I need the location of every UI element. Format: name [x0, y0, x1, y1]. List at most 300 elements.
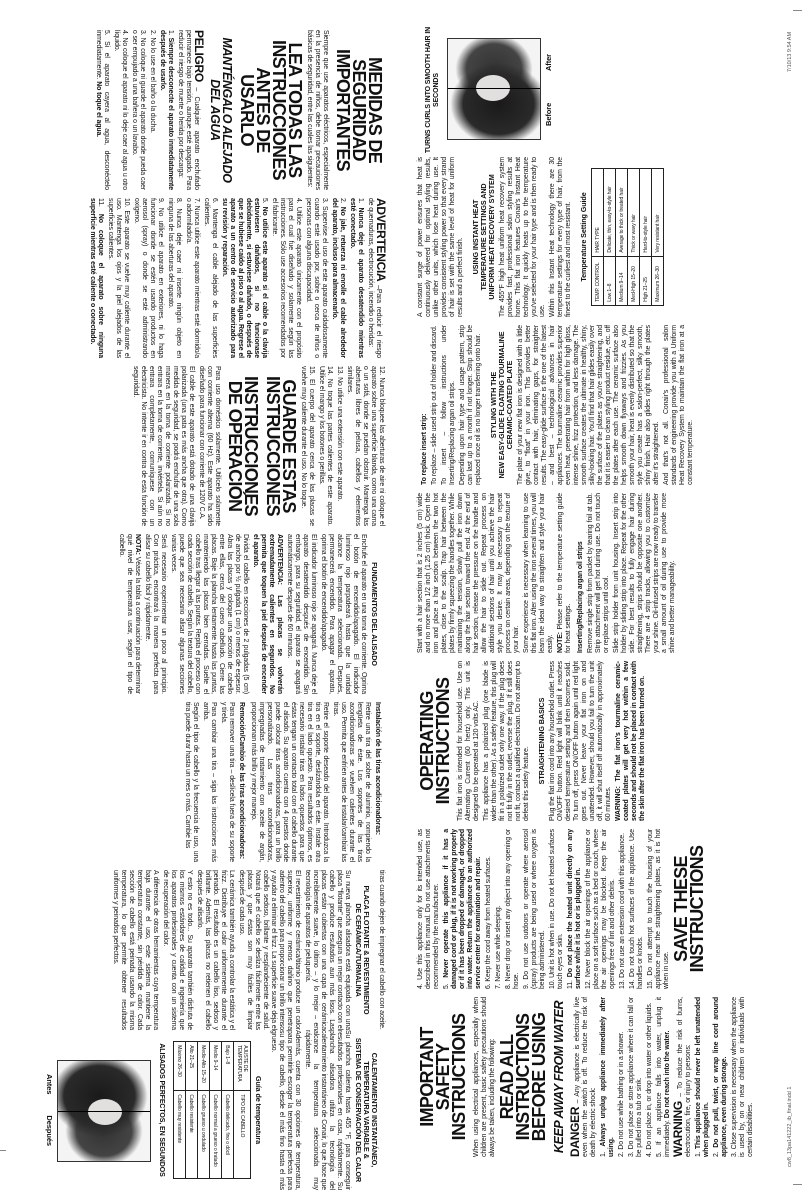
heading — [354, 870, 370, 1030]
straightening-column — [417, 493, 679, 653]
temperature-guide-table — [173, 1041, 251, 1179]
paragraph — [94, 30, 110, 190]
text-strong: ADVERTENCIA: Las placas se volverán extremadamente calientes en segundos. No permita que toquen la piel después de encender el aparato. — [252, 534, 283, 694]
photo-divider — [58, 1111, 150, 1112]
placa-column — [109, 870, 385, 1030]
paragraph — [600, 997, 616, 1157]
heading — [254, 1030, 262, 1190]
text-text: 8. Nunca deje caer ni inserte ningún objeto en ninguna de las aberturas del aparato. — [167, 198, 182, 358]
table-cell: Medio-Alto 15–20 — [198, 1042, 210, 1091]
before-after-photo — [57, 1060, 151, 1162]
paragraph — [305, 30, 329, 190]
paragraph — [523, 493, 555, 653]
paragraph — [237, 870, 301, 1030]
paragraph — [713, 997, 729, 1157]
text-text: 2. — [713, 1147, 720, 1157]
paragraph — [285, 534, 317, 694]
text-text: Guía de temperatura — [254, 1076, 263, 1144]
heading — [421, 325, 429, 485]
text-text: A diferencia de otras herramientas cuya temperatura baja durante el uso, este sistema mantiene la temperatura constante, sin pérdida de calor. Cada sección de cabello está peinada usando la misma temperatura, lo que permite obtener resultados uniformes y peinados perfectos. — [112, 870, 159, 1030]
paragraph — [201, 702, 217, 862]
text-lead: DANGER — [568, 1106, 582, 1157]
text-text: SAVE THESE INSTRUCTIONS — [671, 845, 707, 973]
paragraph — [220, 198, 268, 358]
date-stamp: 7/10/13 9:54 AM — [787, 31, 793, 72]
text-text: 5. — [443, 977, 450, 989]
paragraph — [585, 829, 617, 989]
paragraph — [270, 198, 302, 358]
text-lead: ADVERTENCIA — [374, 198, 388, 282]
text-text: 4. No coloque el aparato ni lo deje caer al agua u otro líquido. — [113, 30, 128, 190]
table-header-row — [234, 1042, 251, 1179]
text-text: CALENTAMIENTO INSTANTÁNEO, TEMPERATURA VARIABLE & SISTEMA DE CONSERVACIÓN DEL CALOR — [354, 1037, 379, 1183]
text-text: 15. El cuerpo del aparato cerca de las placas se vuelve muy caliente durante el uso. No lo toque. — [300, 366, 315, 526]
paragraph — [132, 198, 164, 358]
text-text: La cerámica también ayuda a controlar la estática y el frizz. Distribuye el calor uniformemente durante el peinado. El resultado es un cabello liso, sedoso y brillante. Además, las placas no retienen el cabello después de alisarlo. — [196, 870, 235, 1030]
text-text: PLACA FLOTANTE & REVESTIMIENTO DE CERÁMICA/TURMALINA — [354, 885, 371, 1015]
text-text: Some experience is necessary when learning to use this flat iron. After using the iron several times, you will learn the ideal way to straighten and style your hair easily. — [523, 493, 554, 653]
table-cell: Medium 9–14 — [616, 256, 628, 305]
table-row — [640, 169, 652, 306]
table-header-cell: AJUSTE DE TEMPERATURA — [234, 1042, 251, 1091]
crop-mark — [793, 10, 802, 11]
text-strong: Always unplug appliance immediately after using. — [600, 997, 615, 1157]
table-row — [186, 1042, 198, 1179]
table-row — [222, 1042, 234, 1179]
text-text: 5. If an appliance falls into water, unplug it immediately. — [656, 997, 671, 1157]
paragraph — [106, 198, 130, 358]
text-text: 3. Supervise el uso de este aparato cuidadosamente cuando esté usado por, sobre o cerca de niños o personas con alguna discapacidad. — [305, 198, 328, 358]
text-text: – Any appliance is electrically live even when the switch is off. To reduce the risk of death by electric shock: — [574, 997, 597, 1157]
text-text: 7. Never use while sleeping. — [495, 905, 502, 989]
heat-settings-column — [417, 157, 668, 317]
text-text: Y esto no es todo... Su aparato también disfruta de los mismos estándares de calidad e ingeniería que los aparatos profesionales y cuenta con un sistema de recuperación del calor. — [162, 870, 193, 1030]
text-text: 3. Do not place or store appliance where it can fall or be pulled into a tub or sink. — [628, 997, 643, 1157]
text-text: To replace insert strip: — [421, 413, 428, 485]
text-strong: No jale, retuerza ni enrolle el cable alrededor del aparato, incluso para almacenarlo. — [331, 198, 346, 358]
text-text: 7. Nunca utilice este aparato mientras esté dormido/a o adormilado/a. — [185, 198, 200, 358]
text-text: 3. No coloque ni guarde el aparato donde pueda caer o ser empujado a una bañera o un lavabo. — [131, 30, 146, 190]
text-text: 12. Nunca bloquee las aberturas de aire ni coloque el aparato sobre una superficie blanda, como una cama o un sofá, donde se puedan obstruir. Mantenga las aberturas libres de pelusa, cabellos y elementos similares. — [346, 366, 385, 526]
paragraph — [557, 493, 573, 653]
text-text: –Para reducir el riesgo de quemaduras, electrocución, incendio o heridas: — [367, 198, 382, 358]
paragraph — [457, 661, 481, 821]
text-strong: No toque el agua. — [95, 81, 102, 137]
table-cell: Máximo 26–30 — [174, 1042, 186, 1091]
paragraph — [176, 30, 206, 190]
heading — [373, 702, 381, 862]
table-row — [616, 169, 628, 306]
table-cell: Med-High 15–20 — [628, 256, 640, 305]
safety-column — [417, 997, 757, 1157]
paragraph — [549, 829, 565, 989]
before-label: Before — [544, 102, 553, 126]
table-cell: Low 1–8 — [604, 256, 616, 305]
heading — [239, 30, 303, 190]
styling-column — [417, 325, 697, 485]
paragraph — [330, 198, 346, 358]
paragraph — [143, 534, 167, 694]
heading — [335, 30, 383, 190]
text-text: FUNDAMENTOS DEL ALISADO — [370, 562, 379, 666]
text-tail: Please refer to the temperature setting guide for heat settings. — [557, 493, 572, 653]
heading — [370, 534, 378, 694]
paragraph — [417, 829, 441, 989]
text-strong: Never operate this appliance if it has a damaged cord or plug, if it is not working properly or if it has been dropped or damaged, or dropped into water. Return the appliance to an authorized service center for examination and repair. — [443, 829, 482, 989]
text-text: 4. Utilice este aparato únicamente con el propósito para el cual fue diseñado y solamente según las instrucciones. Sólo use accesorios recomendados por el fabricante. — [271, 198, 302, 358]
paragraph — [619, 829, 627, 989]
paragraph — [148, 30, 156, 190]
text-text: ALISADOS PERFECTOS, EN SEGUNDOS — [158, 1043, 165, 1177]
paragraph — [335, 366, 343, 526]
table-cell: Cabello delicado, fino o dócil — [222, 1091, 234, 1178]
english-page — [401, 0, 802, 1197]
text-text: GUARDE ESTAS INSTRUCCIONES — [263, 376, 299, 516]
face-shape — [88, 1099, 122, 1125]
crop-mark — [793, 1184, 802, 1185]
text-text: STYLING WITH THE NEW EASY-GLIDE FLOATING TOURMALINE CERAMIC-COATED PLATE — [489, 331, 514, 479]
paragraph — [131, 366, 195, 526]
text-text: 1. — [695, 1149, 702, 1157]
text-text: Start with a hair section that is 2 inches (5 cm) wide and no more than 1/2 inch (1.25 cm) thick. Open the iron and place a hair section between the two hot plates, close to the scalp. Trap hair between the plates by firmly squeezing the handles together. While maintaining the tension, slowly pull the iron down along the hair section toward the end. At the end of hair section, release the pressure on the handle and allow the hair to slide out. Repeat process on additional sections of hair until you achieve the hair style you desire. It may be necessary to repeat process on certain areas, depending on the texture of your hair. — [417, 493, 520, 653]
operating-column — [417, 661, 649, 821]
text-text: 11. — [567, 977, 574, 989]
paragraph — [304, 198, 328, 358]
table-row — [174, 1042, 186, 1179]
paragraph — [459, 325, 483, 485]
text-text: Para remover una tira – deslícela fuera de su soporte y tírela. — [220, 702, 235, 862]
paragraph — [269, 1030, 301, 1190]
paragraph — [549, 661, 613, 821]
text-text: Slide strip holder from unit housing. Insert strip into holder by sliding strip into place. Repeat for the other side. For best results to fully engage hair during straightening, strips should be opposite one another. There are 4 strip tracks, allowing you to customize your shine. Oil-infused strips are now ready to transfer a small amount of oil during use to provide more shine and better manageability. — [613, 493, 676, 653]
heading — [472, 157, 496, 317]
text-text: READ ALL INSTRUCTIONS BEFORE USING — [497, 1012, 549, 1142]
paragraph — [249, 702, 329, 862]
text-lead: WARNING — [671, 1101, 685, 1157]
paragraph — [348, 198, 364, 358]
text-text: This appliance has a polarized plug (one blade is wider than the other). As a safety feature, this plug will fit in a polarized outlet only one way. If the plug does not fit fully in the outlet, reverse the plug. If it still does not fit, contact a qualified electrician. Do not attempt to defeat this safety feature. — [483, 661, 530, 821]
advertencia-column — [86, 198, 388, 358]
text-text: 2. — [339, 198, 346, 207]
before-after-figure — [447, 40, 553, 140]
heading — [227, 366, 259, 526]
text-text: The plate of your new flat iron is designed with a little give, to "float" in your iron. This provides better contact with hair, eliminating gaps, for straighter results. The easy-glide surface is the one of the latest – and best – technological advances in hair appliances. The tourmaline ceramic provides superior even heat, penetrating hair from within for high gloss, intense shine, frizz protection, and less damage. The smooth surface creates the ultimate in healthy, shiny, silky-looking hair. You'll find that hair glides easily over the surface of the plates as you're straightening, and that it is easier to clean styling product residue, etc. off the plates after each use. The ceramic surface also helps smooth down flyaways and frizzies. As you smooth your hair, heat is evenly distributed so that the style you create has a salon-perfect, silky smooth, shiny finish. Hair also glides right through the plates after it's straightened. — [517, 325, 660, 485]
heading — [354, 1030, 378, 1190]
table-cell: Cabello normal a grueso o tratado — [210, 1091, 222, 1178]
table-header-cell: HAIR TYPE — [592, 169, 604, 256]
table-row — [628, 169, 640, 306]
paragraph — [443, 829, 483, 989]
paragraph — [731, 997, 755, 1157]
table-cell: Hard-to-style hair — [640, 169, 652, 256]
text-text: Temperature Setting Guide — [579, 192, 588, 282]
text-text: Para cambiar una tira – siga las instrucciones más arriba. — [202, 702, 217, 862]
paragraph — [671, 997, 693, 1157]
text-text: 12. Never block the air openings of the appliance or place on a soft surface such as a bed or couch, where the air openings may be blocked. Keep the air openings free of lint and other debris. — [585, 829, 616, 989]
heading — [425, 25, 441, 155]
paragraph — [567, 829, 583, 989]
text-text: 6. Keep the cord away from heated surfaces. — [485, 856, 492, 989]
text-strong: Do not reach into the water. — [664, 1030, 671, 1119]
text-text: USING INSTANT HEAT TEMPERATURE SETTINGS AND UNIFORM HEAT RECOVERY SYSTEM — [471, 174, 496, 300]
text-text: IMPORTANT SAFETY INSTRUCTIONS — [417, 1013, 469, 1141]
text-text: KEEP AWAY FROM WATER — [552, 1000, 566, 1154]
text-text: Será necesario experimentar un poco al principio. Con práctica, encontrará la manera perfecta para alisar su cabello fácil y rápidamente. — [144, 534, 167, 694]
paragraph — [441, 325, 457, 485]
fundamentos-column — [115, 534, 385, 694]
text-text: El cable de este aparato está dotado de una clavija polarizada (una pata es más ancha que otra). Como medida de seguridad, se podrá enchufar de una sola manera en la toma de corriente polarizada. Si no entrara en la toma de corriente, inviértela. Si aún no entrara completamente, comuníquese con un electricista. No intente ir en contra de esta función de seguridad. — [132, 366, 195, 526]
paragraph — [169, 534, 249, 694]
text-text: 13. No utilice una extensión con este aparato. — [336, 366, 343, 502]
paragraph — [615, 661, 647, 821]
paragraph — [646, 997, 654, 1157]
heading — [580, 157, 588, 317]
paragraph — [431, 325, 439, 485]
text-text: 14. No toque las partes calientes de este aparato. Utilice el mango y los botones o perillas. — [318, 366, 333, 526]
safety-column-continued — [417, 829, 711, 989]
medidas-column — [92, 30, 385, 190]
text-text: El revestimiento de cerámica/titanio produce un calor superior, uniforme y menos dañino que penetra adentro del cabello para proporcionar un brillo intenso y ayudar a eliminar el frizz. La superficie suave deja el cabello sedoso, brillante y resplandeciente de salud. Notará que el cabello se desliza fácilmente entre las placas y que éstas son muy fáciles de limpiar después de cada uso. — [238, 870, 301, 1030]
text-text: 5. — [261, 198, 268, 207]
after-label: After — [544, 54, 553, 72]
text-text: 2. No lo use en el baño o la ducha. — [149, 30, 156, 133]
paragraph — [647, 829, 671, 989]
paragraph — [656, 997, 672, 1157]
table-header-row — [592, 169, 604, 306]
text-text: Within this Instant Heat technology there are 30 temperature settings for every type of hair, from the finest to the curliest and most resistant. — [549, 157, 572, 317]
text-text: 4. Use this appliance only for its intended use, as described in this manual. Do not use attachments not recommended by the manufacturer. — [417, 829, 440, 989]
text-strong: No utilice este aparato si el cable o la clavija estuviesen dañados, si no funcionase debidamente, si estuviese dañado, o después de que se hubiese caído al piso o al agua. Regrese el aparato a un centro de servicio autorizado para su revisión y reparación. — [221, 198, 268, 358]
paragraph — [331, 702, 371, 862]
paragraph — [549, 157, 573, 317]
paragraph — [483, 661, 531, 821]
table-row — [652, 169, 664, 306]
text-text: 14. Do not touch hot surfaces of the appliance. Use handles or knobs. — [629, 829, 644, 989]
paragraph — [197, 366, 221, 526]
text-strong: No coloque el aparato sobre ninguna superficie mientras esté caliente o conectado. — [89, 198, 104, 358]
text-text: 10. Este aparato se vuelve muy caliente durante el uso. Mantenga los ojos y la piel alejados de las superficies calientes. — [107, 198, 130, 358]
heading — [419, 661, 451, 821]
text-text: – To reduce the risk of burns, electrocution, fire, or injury to persons: — [677, 997, 692, 1157]
paragraph — [202, 198, 218, 358]
paragraph — [88, 198, 104, 358]
paragraph — [587, 493, 611, 653]
operacion-column — [129, 366, 385, 526]
table-cell: Average to thick or treated hair — [616, 169, 628, 256]
paragraph — [195, 870, 235, 1030]
text-text: 9. Do not use outdoors or operate where aerosol (spray) products are being used or where oxygen is being administered. — [523, 829, 546, 989]
text-text: Instalación de las tiras acondicionadoras: — [374, 702, 381, 835]
table-cell: Cabello grueso u ondulado — [198, 1091, 210, 1178]
heading — [553, 997, 565, 1157]
before-after-photo — [447, 38, 541, 140]
text-text: 1. — [357, 198, 364, 208]
text-text: INSTRUCCIONES DE OPERACIÓN — [225, 376, 261, 516]
paragraph — [523, 829, 547, 989]
text-text: MANTÉNGALO ALEJADO DEL AGUA — [208, 37, 234, 183]
text-text: 3. Close supervision is necessary when the appliance is used by, on or near children or individuals with certain disabilities. — [731, 997, 754, 1157]
table-header-cell: TEMP. CONTROL — [592, 256, 604, 305]
table-cell: Thick or wavy hair — [628, 169, 640, 256]
text-text: 8. Never drop or insert any object into any opening or hose. — [505, 829, 520, 989]
paragraph — [618, 997, 626, 1157]
table-row — [604, 169, 616, 306]
text-text: And that's not all. Conair's professional salon standards of engineering provide you with a Uniform Heat Recovery System to maintain the flat iron at a constant temperature. — [663, 325, 694, 485]
text-text: 15. Do not attempt to touch the housing of your appliance near the straightening plates, as it is hot when in use. — [647, 829, 670, 989]
text-text: Remove single strip from packet by tearing foil at tab. Strip attachment will get hot during use. Do not touch or replace strips until cool. — [587, 493, 610, 653]
paragraph — [663, 325, 695, 485]
text-text: 4. Do not place in, or drop into water or other liquids. — [646, 1002, 653, 1157]
table-cell: High 21–25 — [640, 256, 652, 305]
after-label: Después — [45, 1115, 54, 1146]
text-text: 13. Do not use an extension cord with this appliance. — [619, 833, 626, 989]
text-lead: PELIGRO — [192, 30, 206, 82]
text-text: Según el tipo de cabello y la frecuencia de uso, una tira puede durar hasta un mes o más. Cambie las — [184, 702, 199, 862]
table-cell: Alto 21–25 — [186, 1042, 198, 1091]
english-half — [401, 0, 802, 1197]
paragraph — [117, 534, 141, 694]
before-label: Antes — [45, 1074, 54, 1095]
paragraph — [112, 30, 128, 190]
temperature-guide-table — [591, 168, 664, 306]
text-strong: WARNING: The flat iron's tourmaline ceramic-coated plates will get very hot within a few seconds and should not be placed in contact with the skin after the flat iron has been turned on. — [615, 661, 646, 821]
table-cell: Cabello muy resistente — [174, 1091, 186, 1178]
text-strong: NOTA: — [134, 534, 141, 555]
text-text: STRAIGHTENING BASICS — [537, 697, 546, 785]
text-text: OPERATING INSTRUCTIONS — [417, 677, 453, 805]
paragraph — [166, 198, 182, 358]
paragraph — [485, 829, 493, 989]
text-text: Divida el cabello en secciones de 2 pulgadas (5 cm) de ancho por ½ pulgada (1 cm) o menos de espesor. Abra las placas y coloque una sección de cabello entre ellas, cerca del cuero cabelludo. Cierre las placas. Baje la plancha lentamente hasta las puntas, manteniendo las placas bien cerradas. Suelte el cabello tras llegar a las puntas. Repita el proceso con cada sección de cabello. Según la textura del cabello, puede que sea necesario alisar algunas secciones varias veces. — [170, 534, 249, 694]
text-text: When using electrical appliances, especially when children are present, basic safety precautions should always be taken, including the following: — [473, 997, 496, 1157]
paragraph — [299, 366, 315, 526]
text-text: A constant surge of power ensures that heat is continuously delivered for optimal styling results, unlike other units, which lose heat during use. It provides consistent styling power so that every strand of hair is set with the same level of heat for uniform results and a perfect finish. — [417, 157, 464, 317]
crop-mark — [0, 1150, 6, 1151]
text-text: Remoción/Cambio de las tiras acondicionadoras: — [238, 702, 245, 859]
text-tail: Véase la tabla a continuación para determinar qué nivel de temperatura usar, según el tipo de cabello. — [118, 534, 141, 694]
paragraph — [184, 198, 200, 358]
text-text: 5. Si el aparato cayera al agua, desconéctelo inmediatamente. — [95, 30, 110, 190]
text-text: tiras cuando dejen de impregnar el cabello con aceite. — [378, 870, 385, 1030]
text-text: Retire una tira del sobre de aluminio, rompiendo la lengüeta de éste. Los soportes de las tiras acondicionadoras se vuelven calientes durante el uso. Permita que enfríen antes de instalar/cambiar las tiras. — [332, 702, 371, 862]
heading — [265, 366, 297, 526]
paragraph — [499, 157, 547, 317]
table-row — [198, 1042, 210, 1179]
paragraph — [473, 997, 497, 1157]
text-text: 6. Mantenga el cable alejado de las superficies calientes. — [203, 198, 218, 358]
paragraph — [417, 157, 465, 317]
paragraph — [317, 366, 333, 526]
text-text: To replace – slide used strip out of holder and discard. — [431, 325, 438, 485]
table-cell: Cabello resistente — [186, 1091, 198, 1178]
text-text: Además, cuenta con 30 opciones de temperatura, para permitirle escoger la temperatura perfecta para su tipo de cabello, desde el más fino hasta el más grueso. — [270, 1030, 301, 1190]
paragraph — [183, 702, 199, 862]
heading — [237, 702, 245, 862]
heading — [419, 997, 467, 1157]
text-strong: NOTE: — [557, 632, 564, 653]
text-strong: Do not place the heated unit directly on any surface while it is hot or is plugged in. — [567, 829, 582, 989]
tiras-column — [181, 702, 385, 862]
paragraph — [377, 870, 385, 1030]
before-after-column — [417, 25, 555, 155]
text-text: Depending upon hair type and usage pattern, strip can last up to a month if not longer. Strip should be replaced once oil is no longer transferring onto hair. — [459, 325, 482, 485]
text-text: 9. No utilice el aparato en exteriores, ni lo haga funcionar donde se estén usando productos en aerosol (spray) o donde se esté administrando oxígeno. — [133, 198, 164, 358]
text-text: Para uso doméstico solamente. Utilícelo solamente con corriente alterna (60 Hz). Este aparato ha sido diseñado para funcionar con corriente de 120V C.A. — [198, 366, 221, 526]
text-text: 1. — [600, 1146, 607, 1157]
text-text: TURNS CURLS INTO SMOOTH HAIR IN SECONDS — [425, 26, 440, 154]
file-footer: cw8_13pa141222_ib_final.indd 1 — [787, 1086, 793, 1167]
text-text: The 455°F high heat uniform heat recovery system provides fast, professional salon styling results at home. This flat iron features Conair's Instant Heat technology. It quickly heats up to the temperature you've selected for your hair type and is then ready to use. — [499, 157, 546, 317]
table-cell: Maximum 26–30 — [652, 256, 664, 305]
paragraph — [629, 829, 645, 989]
text-text: 10. Unit is hot when in use. Do not let heated surfaces touch eyes or skin. — [549, 829, 564, 989]
table-cell: Delicate, thin, easy-to-style hair — [604, 169, 616, 256]
paragraph — [161, 870, 193, 1030]
text-text: This flat iron is intended for household use. Use on Alternating Current (60 hertz) only. This unit is designed to be operated at 120 volts AC. — [457, 661, 480, 821]
photo-divider — [448, 88, 540, 89]
text-text: LEA TODAS LAS INSTRUCCIONES ANTES DE USARLO — [237, 40, 305, 180]
text-strong: Do not pull, twist, or wrap line cord around appliance, even during storage. — [713, 997, 728, 1157]
heading — [157, 1030, 165, 1190]
paragraph — [568, 997, 598, 1157]
table-cell: Very resistant hair — [652, 169, 664, 256]
text-text: MEDIDAS DE SEGURIDAD IMPORTANTES — [333, 49, 385, 171]
paragraph — [219, 702, 235, 862]
text-text: Su nueva plancha alisadora está equipada con una placa "flotante" que asegura un mejor contacto con el cabello y produce resultados aun más lisos. Las placas están cubiertas con una capa de cerámica increíblemente suave, lo último – y lo mejor – en tecnología de aparatos de peluquería. — [304, 870, 351, 1030]
paragraph — [345, 366, 385, 526]
paragraph — [130, 30, 146, 190]
text-strong: This appliance should never be left unattended when plugged in. — [695, 997, 710, 1157]
paragraph — [613, 493, 677, 653]
table-header-cell: TIPO DE CABELLO — [234, 1091, 251, 1178]
paragraph — [251, 534, 283, 694]
paragraph — [303, 1030, 351, 1190]
text-text: 11. — [97, 198, 104, 214]
paragraph — [628, 997, 644, 1157]
text-text: Su plancha calienta hasta 455 °F, para conseguir resultados profesionales en casa, rápidamente. Su plancha alisadora utiliza la tecnología del calentamiento instantáneo de Conair, lo que hace que alcance la temperatura seleccionada muy rápidamente. — [304, 1030, 351, 1190]
paragraph — [158, 30, 174, 190]
paragraph — [505, 829, 521, 989]
paragraph — [319, 534, 367, 694]
heading — [490, 325, 514, 485]
paragraph — [517, 325, 661, 485]
before-after-figure — [45, 1060, 151, 1160]
text-text: Plug the flat iron cord into any household outlet. Press ON/OFF button. Red light will blink until it reaches desired temperature setting and then becomes solid. To turn off, press ON/OFF button again until red light goes out. Never leave your flat iron on and unattended. However, should you fail to turn the unit off, it will shut itself off automatically in approximately 60 minutes. — [549, 661, 612, 821]
text-text: Inserting/Replacing argan oil strips — [577, 541, 584, 653]
paragraph — [366, 198, 388, 358]
paragraph — [303, 870, 351, 1030]
text-text: To insert – follow instructions under Inserting/Replacing argan oil strips. — [441, 325, 456, 485]
heading — [673, 829, 705, 989]
table-cell: Bajo 1–8 — [222, 1042, 234, 1091]
heading — [577, 493, 585, 653]
heading — [499, 997, 547, 1157]
paragraph — [495, 829, 503, 989]
text-text: 1. — [167, 30, 174, 38]
text-text: 2. Do not use while bathing or in a shower. — [618, 1031, 625, 1157]
text-strong: Nunca deje el aparato desatendido mientras esté conectado. — [349, 198, 364, 358]
heading — [209, 30, 233, 190]
calentamiento-column — [43, 1030, 385, 1190]
paragraph — [111, 870, 159, 1030]
text-text: Siempre que use aparatos eléctricos, especialmente en la presencia de niños, debe tomar precauciones básicas de seguridad, entre las cuales las siguientes: — [306, 30, 329, 190]
paragraph — [695, 997, 711, 1157]
text-text: Retire el soporte deseado del aparato. Introduzca la tira en el soporte, deslizándola en éste. Instale otra tira en el lado opuesto. Para resultados óptimos, es necesario instalar tiras en lados opuestos para que éstas tengan un contacto total con el cabello durante el alisado. Su aparato cuenta con 4 puestos donde puede colocar tiras acondicionadoras, para un brillo personalizado. Las tiras acondicionadoras, impregnadas de tratamiento con aceite de argán, proporcionan más brillo y mejor manejo. — [250, 702, 329, 862]
heading — [538, 661, 546, 821]
text-text: – Cualquier aparato enchufado permanece bajo tensión, aunque esté apagado. Para reducir el riesgo de muerte o herida por descarga: — [177, 30, 200, 190]
text-strong: Siempre desconecte el aparato inmediatamente después de usarlo. — [159, 30, 174, 190]
text-text: Enchufe el aparato en una toma de corriente. Oprima el botón de encendido/apagado. El indicador luminoso rojo parpadeará hasta que la unidad alcance la temperatura seleccionada. Después, permanecerá encendido. Para apagar el aparato, oprima el botón de encendido/apagado. — [320, 534, 367, 694]
